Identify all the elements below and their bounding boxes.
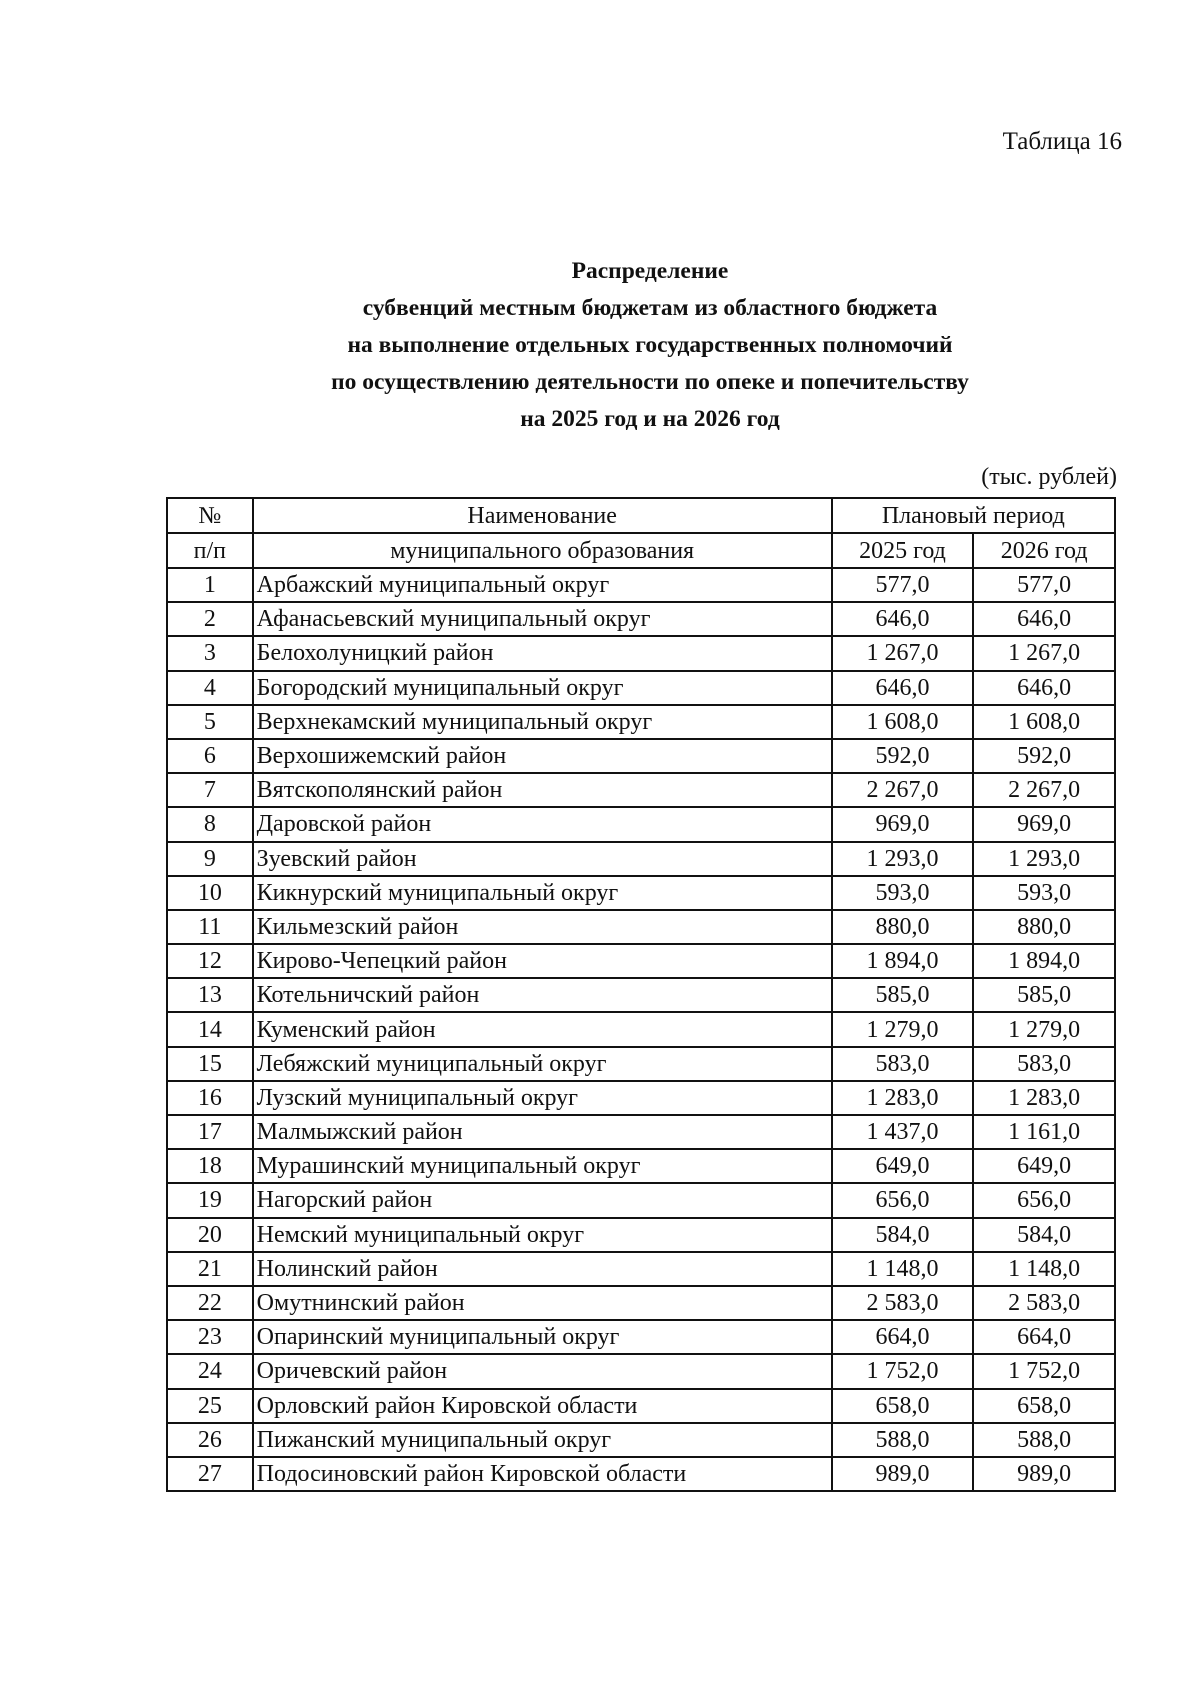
unit-label: (тыс. рублей) — [981, 464, 1117, 490]
value-2026: 1 283,0 — [973, 1081, 1115, 1115]
value-2026: 969,0 — [973, 807, 1115, 841]
row-number: 23 — [167, 1320, 253, 1354]
value-2025: 1 608,0 — [832, 705, 974, 739]
value-2025: 1 279,0 — [832, 1012, 974, 1046]
table-row — [167, 1115, 1115, 1149]
municipality-name: Кильмезский район — [253, 910, 832, 944]
header-num-line1: № — [167, 498, 253, 533]
table-row — [167, 944, 1115, 978]
value-2026: 584,0 — [973, 1218, 1115, 1252]
table-header — [167, 498, 1115, 568]
title-line: по осуществлению деятельности по опеке и попечительству — [331, 369, 969, 395]
header-year-2026: 2026 год — [973, 533, 1115, 568]
value-2026: 2 267,0 — [973, 773, 1115, 807]
row-number: 22 — [167, 1286, 253, 1320]
subvention-table — [166, 497, 1116, 1492]
value-2026: 658,0 — [973, 1389, 1115, 1423]
value-2025: 585,0 — [832, 978, 974, 1012]
value-2026: 1 267,0 — [973, 636, 1115, 670]
municipality-name: Пижанский муниципальный округ — [253, 1423, 832, 1457]
row-number: 13 — [167, 978, 253, 1012]
municipality-name: Кикнурский муниципальный округ — [253, 876, 832, 910]
row-number: 10 — [167, 876, 253, 910]
row-number: 17 — [167, 1115, 253, 1149]
value-2026: 1 894,0 — [973, 944, 1115, 978]
row-number: 15 — [167, 1047, 253, 1081]
value-2026: 1 161,0 — [973, 1115, 1115, 1149]
header-year-2025: 2025 год — [832, 533, 974, 568]
value-2025: 656,0 — [832, 1183, 974, 1217]
row-number: 16 — [167, 1081, 253, 1115]
row-number: 19 — [167, 1183, 253, 1217]
row-number: 3 — [167, 636, 253, 670]
municipality-name: Малмыжский район — [253, 1115, 832, 1149]
value-2025: 1 437,0 — [832, 1115, 974, 1149]
header-num-line2: п/п — [167, 533, 253, 568]
value-2025: 1 283,0 — [832, 1081, 974, 1115]
value-2026: 1 752,0 — [973, 1354, 1115, 1388]
row-number: 20 — [167, 1218, 253, 1252]
municipality-name: Котельничский район — [253, 978, 832, 1012]
municipality-name: Лебяжский муниципальный округ — [253, 1047, 832, 1081]
table-row — [167, 1218, 1115, 1252]
table-row — [167, 739, 1115, 773]
municipality-name: Вятскополянский район — [253, 773, 832, 807]
value-2025: 969,0 — [832, 807, 974, 841]
row-number: 27 — [167, 1457, 253, 1491]
value-2025: 658,0 — [832, 1389, 974, 1423]
table-row — [167, 1389, 1115, 1423]
table-row — [167, 602, 1115, 636]
table-row — [167, 1047, 1115, 1081]
value-2025: 592,0 — [832, 739, 974, 773]
municipality-name: Оричевский район — [253, 1354, 832, 1388]
table-row — [167, 1183, 1115, 1217]
value-2025: 584,0 — [832, 1218, 974, 1252]
title-line: на 2025 год и на 2026 год — [520, 406, 780, 432]
municipality-name: Подосиновский район Кировской области — [253, 1457, 832, 1491]
table-body — [167, 568, 1115, 1491]
table-row — [167, 1457, 1115, 1491]
value-2026: 664,0 — [973, 1320, 1115, 1354]
value-2026: 577,0 — [973, 568, 1115, 602]
value-2026: 585,0 — [973, 978, 1115, 1012]
table-row — [167, 1354, 1115, 1388]
municipality-name: Нагорский район — [253, 1183, 832, 1217]
row-number: 21 — [167, 1252, 253, 1286]
municipality-name: Омутнинский район — [253, 1286, 832, 1320]
title-line: субвенций местным бюджетам из областного бюджета — [362, 295, 938, 321]
table-row — [167, 568, 1115, 602]
row-number: 7 — [167, 773, 253, 807]
table-row — [167, 978, 1115, 1012]
table-row — [167, 705, 1115, 739]
value-2026: 989,0 — [973, 1457, 1115, 1491]
value-2025: 646,0 — [832, 671, 974, 705]
row-number: 8 — [167, 807, 253, 841]
municipality-name: Богородский муниципальный округ — [253, 671, 832, 705]
document-title — [150, 253, 1150, 438]
row-number: 4 — [167, 671, 253, 705]
table-row — [167, 1423, 1115, 1457]
table-row — [167, 1012, 1115, 1046]
value-2025: 664,0 — [832, 1320, 974, 1354]
row-number: 12 — [167, 944, 253, 978]
value-2026: 1 279,0 — [973, 1012, 1115, 1046]
municipality-name: Верхошижемский район — [253, 739, 832, 773]
table-row — [167, 842, 1115, 876]
header-period: Плановый период — [832, 498, 1115, 533]
table-row — [167, 807, 1115, 841]
row-number: 25 — [167, 1389, 253, 1423]
header-name-line1: Наименование — [253, 498, 832, 533]
value-2025: 2 583,0 — [832, 1286, 974, 1320]
value-2025: 1 293,0 — [832, 842, 974, 876]
value-2025: 2 267,0 — [832, 773, 974, 807]
municipality-name: Опаринский муниципальный округ — [253, 1320, 832, 1354]
title-line: на выполнение отдельных государственных полномочий — [347, 332, 953, 358]
table-row — [167, 636, 1115, 670]
municipality-name: Куменский район — [253, 1012, 832, 1046]
row-number: 26 — [167, 1423, 253, 1457]
row-number: 14 — [167, 1012, 253, 1046]
value-2026: 656,0 — [973, 1183, 1115, 1217]
value-2025: 880,0 — [832, 910, 974, 944]
table-row — [167, 773, 1115, 807]
value-2025: 989,0 — [832, 1457, 974, 1491]
value-2026: 593,0 — [973, 876, 1115, 910]
title-line: Распределение — [571, 258, 729, 284]
value-2025: 593,0 — [832, 876, 974, 910]
value-2025: 646,0 — [832, 602, 974, 636]
value-2026: 646,0 — [973, 602, 1115, 636]
value-2026: 646,0 — [973, 671, 1115, 705]
value-2025: 649,0 — [832, 1149, 974, 1183]
value-2025: 1 752,0 — [832, 1354, 974, 1388]
table-row — [167, 876, 1115, 910]
row-number: 6 — [167, 739, 253, 773]
value-2026: 588,0 — [973, 1423, 1115, 1457]
value-2026: 2 583,0 — [973, 1286, 1115, 1320]
row-number: 24 — [167, 1354, 253, 1388]
value-2026: 1 148,0 — [973, 1252, 1115, 1286]
table-row — [167, 910, 1115, 944]
value-2025: 583,0 — [832, 1047, 974, 1081]
table-row — [167, 1252, 1115, 1286]
row-number: 9 — [167, 842, 253, 876]
municipality-name: Нолинский район — [253, 1252, 832, 1286]
value-2025: 577,0 — [832, 568, 974, 602]
municipality-name: Кирово-Чепецкий район — [253, 944, 832, 978]
municipality-name: Немский муниципальный округ — [253, 1218, 832, 1252]
value-2025: 1 267,0 — [832, 636, 974, 670]
value-2025: 588,0 — [832, 1423, 974, 1457]
header-name-line2: муниципального образования — [253, 533, 832, 568]
table-row — [167, 1149, 1115, 1183]
municipality-name: Арбажский муниципальный округ — [253, 568, 832, 602]
row-number: 11 — [167, 910, 253, 944]
table-row — [167, 671, 1115, 705]
row-number: 5 — [167, 705, 253, 739]
table-row — [167, 1286, 1115, 1320]
municipality-name: Верхнекамский муниципальный округ — [253, 705, 832, 739]
municipality-name: Зуевский район — [253, 842, 832, 876]
municipality-name: Лузский муниципальный округ — [253, 1081, 832, 1115]
table-number: Таблица 16 — [1002, 128, 1122, 155]
value-2025: 1 894,0 — [832, 944, 974, 978]
row-number: 1 — [167, 568, 253, 602]
municipality-name: Афанасьевский муниципальный округ — [253, 602, 832, 636]
value-2026: 592,0 — [973, 739, 1115, 773]
value-2026: 880,0 — [973, 910, 1115, 944]
table-row — [167, 1320, 1115, 1354]
value-2026: 1 608,0 — [973, 705, 1115, 739]
row-number: 18 — [167, 1149, 253, 1183]
municipality-name: Белохолуницкий район — [253, 636, 832, 670]
value-2026: 583,0 — [973, 1047, 1115, 1081]
value-2026: 1 293,0 — [973, 842, 1115, 876]
value-2026: 649,0 — [973, 1149, 1115, 1183]
value-2025: 1 148,0 — [832, 1252, 974, 1286]
table-row — [167, 1081, 1115, 1115]
row-number: 2 — [167, 602, 253, 636]
municipality-name: Орловский район Кировской области — [253, 1389, 832, 1423]
municipality-name: Даровской район — [253, 807, 832, 841]
municipality-name: Мурашинский муниципальный округ — [253, 1149, 832, 1183]
